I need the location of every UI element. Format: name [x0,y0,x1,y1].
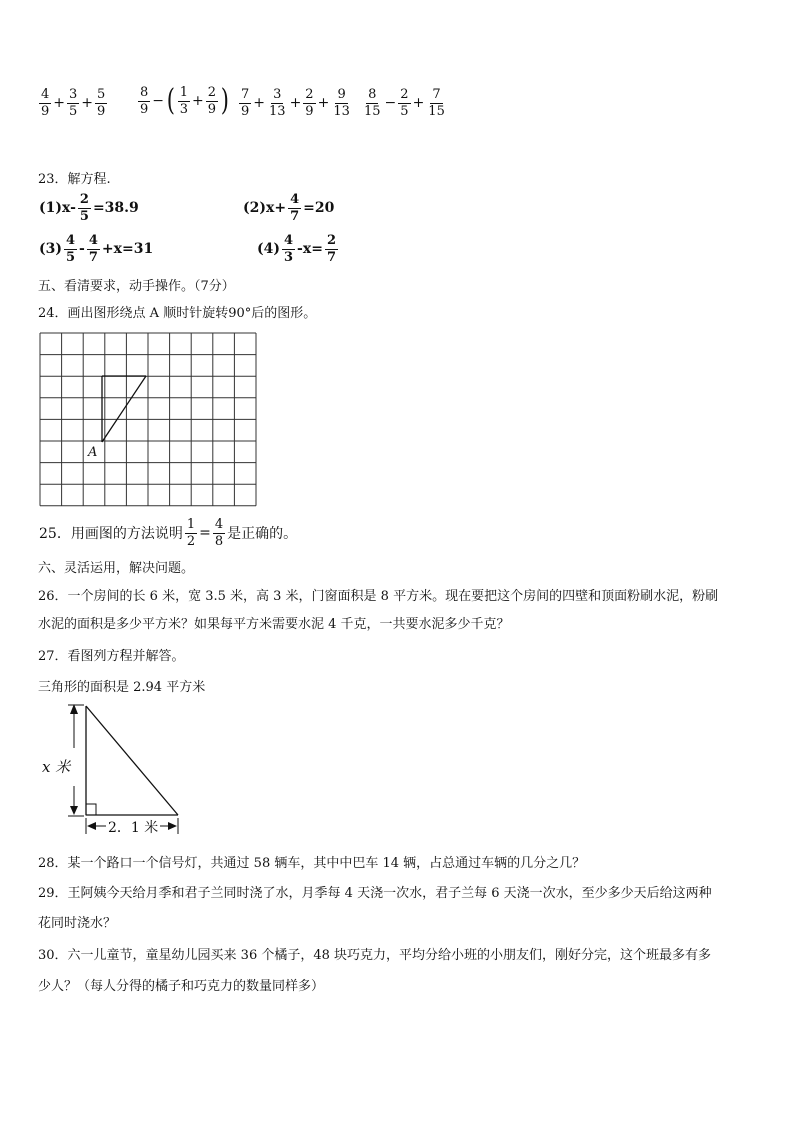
height-arrow-down [70,806,78,815]
q26-line-2: 水泥的面积是多少平方米？如果每平方米需要水泥 4 千克，一共要水泥多少千克？ [38,617,510,632]
q30-line-2: 少人？（每人分得的橘子和巧克力的数量同样多） [38,979,325,994]
base-arrow-right [168,822,177,830]
arith-expr-3: $\frac{7}{9}$ + $\frac{3}{13}$ + $\frac{2}{9}$ + $\frac{9}{13}$ [241,87,350,119]
q30-line-1: 30．六一儿童节，童星幼儿园买来 36 个橘子，48 块巧克力，平均分给小班的小朋友们，刚好分完，这个班最多有多 [38,948,712,963]
q29-line-1: 29．王阿姨今天给月季和君子兰同时浇了水，月季每 4 天浇一次水，君子兰每 6 天浇一次水，至少多少天后给这两种 [38,886,712,901]
rotation-grid [38,332,258,508]
q29-line-2: 花同时浇水？ [38,916,117,931]
fraction: $\frac{4}{9}$ [41,87,50,119]
section-5-heading: 五、看清要求，动手操作。（7分） [38,279,235,294]
height-label: x 米 [42,758,71,776]
q23-equation-2: (2)x+ $\frac{4}{7}$ =20 [243,192,335,224]
q23-equation-4: (4) $\frac{4}{3}$ -x= $\frac{2}{7}$ [257,233,336,265]
q28-text: 28．某一个路口一个信号灯，共通过 58 辆车，其中中巴车 14 辆，占总通过车辆的几分之几？ [38,856,586,871]
point-a-label: A [88,445,98,460]
base-label: 2．1 米 [108,820,159,836]
triangle-hypotenuse [86,706,178,815]
q27-subtitle: 三角形的面积是 2.94 平方米 [38,680,206,695]
triangle-figure [38,700,198,840]
q24-text: 24．画出图形绕点 A 顺时针旋转90°后的图形。 [38,306,317,321]
q27-title: 27．看图列方程并解答。 [38,649,185,664]
arith-expr-4: $\frac{8}{15}$ − $\frac{2}{5}$ + $\frac{7}{15}$ [364,87,445,119]
q23-equation-3: (3) $\frac{4}{5}$ - $\frac{4}{7}$ +x=31 [39,233,154,265]
triangle-hypotenuse [102,376,146,442]
q23-title: 23．解方程. [38,172,111,187]
q23-equation-1: (1)x- $\frac{2}{5}$ =38.9 [39,192,139,224]
q25-text: 25．用画图的方法说明 $\frac{1}{2}$ = $\frac{4}{8}$ 是正确的。 [39,517,298,549]
arith-expr-1: $\frac{4}{9}$ + $\frac{3}{5}$ + $\frac{5}{9}$ [41,87,106,119]
arith-expr-2: $\frac{8}{9}$ −( $\frac{1}{3}$ + $\frac{2}{9}$ ) [140,83,229,119]
right-angle-mark [86,804,96,815]
q26-line-1: 26．一个房间的长 6 米，宽 3.5 米，高 3 米，门窗面积是 8 平方米。现在要把这个房间的四壁和顶面粉刷水泥，粉刷 [38,589,719,604]
section-6-heading: 六、灵活运用，解决问题。 [38,561,195,576]
